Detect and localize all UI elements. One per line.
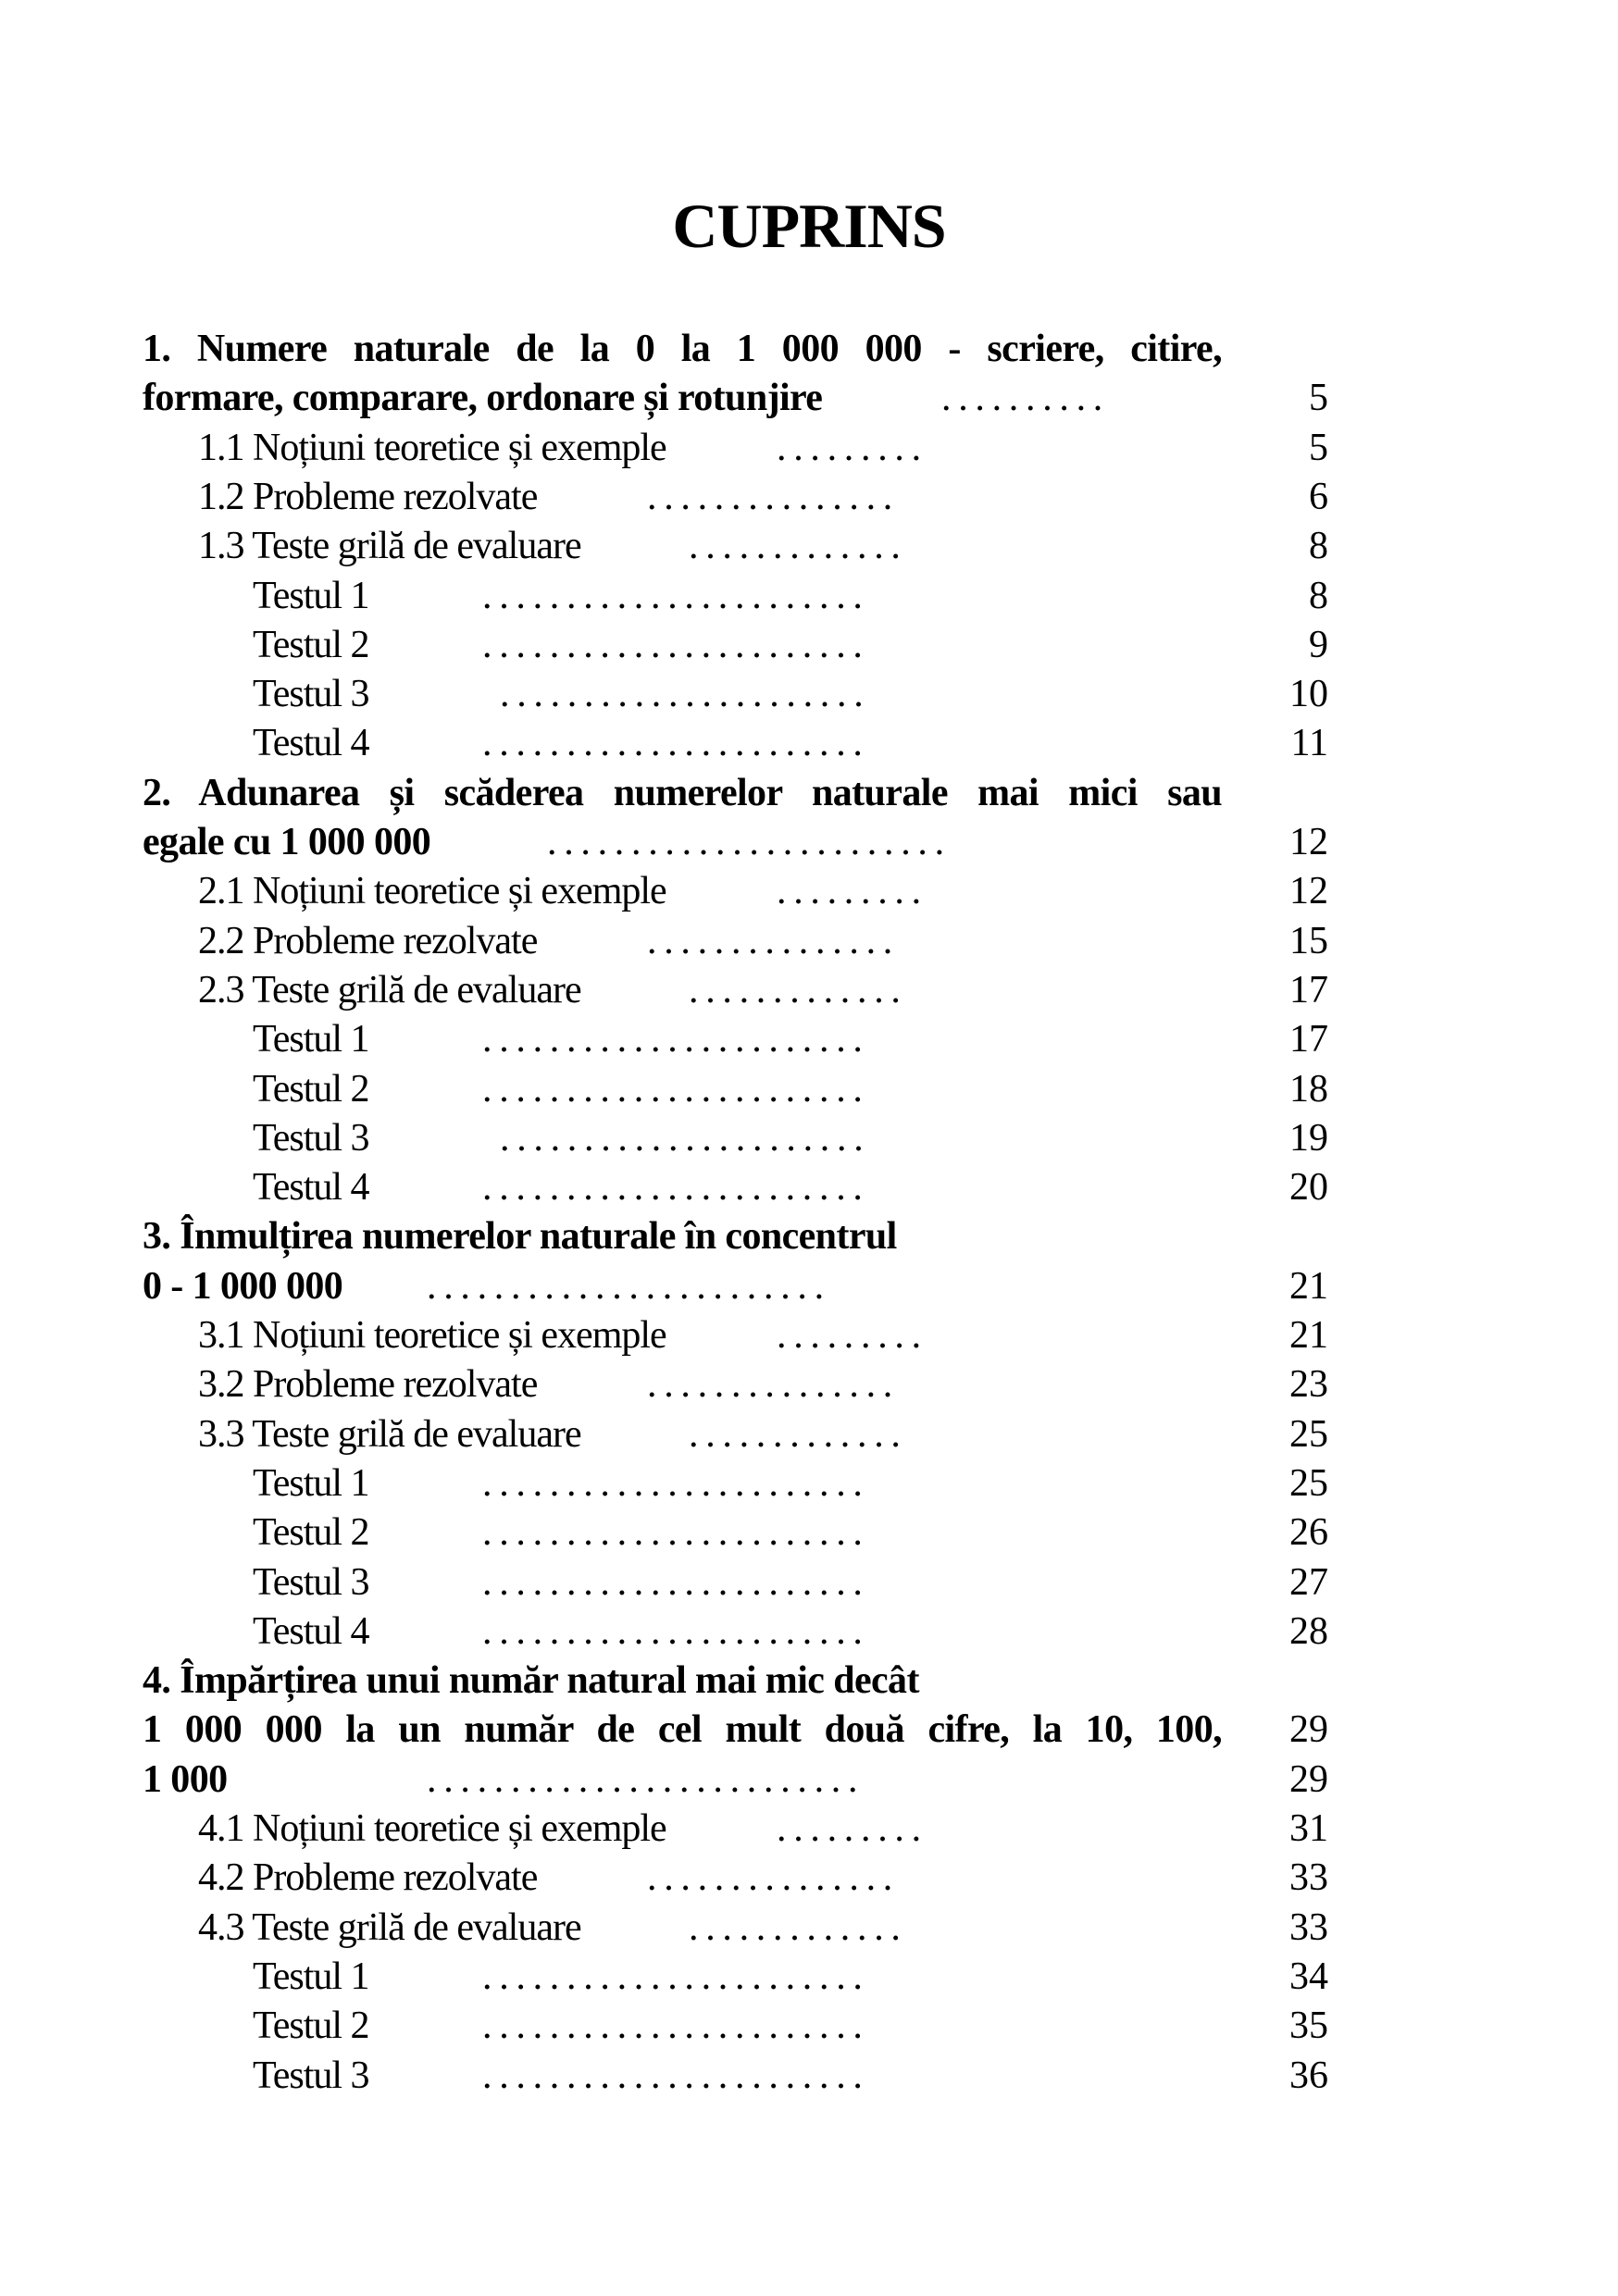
- dot-leader: .......................: [482, 2054, 870, 2097]
- dot-leader: ...............: [647, 1363, 900, 1407]
- dot-leader: .......................: [482, 1018, 870, 1061]
- toc-section-entry: [0, 1904, 1618, 1953]
- dot-leader: ........................: [427, 1264, 831, 1308]
- toc-section-entry: [0, 473, 1618, 522]
- dot-leader: .......................: [482, 722, 870, 765]
- toc-entry-title: Testul 3: [253, 2054, 369, 2097]
- page-number: 21: [1289, 1314, 1328, 1357]
- page-number: 9: [1309, 623, 1328, 666]
- page-number: 26: [1289, 1511, 1328, 1555]
- toc-entry-title: 2. Adunarea și scăderea numerelor naturale mai mici sau: [143, 771, 1222, 814]
- dot-leader: .......................: [482, 1067, 870, 1111]
- toc-entry-title: 1.3 Teste grilă de evaluare: [198, 525, 581, 568]
- toc-entry-title: 3.3 Teste grilă de evaluare: [198, 1412, 581, 1456]
- dot-leader: ...............: [647, 919, 900, 962]
- dot-leader: .......................: [482, 1511, 870, 1555]
- toc-test-entry: [0, 1114, 1618, 1163]
- page-number: 28: [1289, 1609, 1328, 1653]
- toc-test-entry: [0, 1163, 1618, 1212]
- toc-test-entry: [0, 2052, 1618, 2101]
- toc-test-entry: [0, 1459, 1618, 1508]
- toc-section-entry: [0, 917, 1618, 966]
- toc-chapter-line: [0, 1706, 1618, 1755]
- toc-test-entry: [0, 572, 1618, 621]
- toc-entry-title: 0 - 1 000 000: [143, 1264, 343, 1308]
- page-number: 5: [1309, 377, 1328, 420]
- page-number: 25: [1289, 1412, 1328, 1456]
- page-number: 20: [1289, 1166, 1328, 1210]
- toc-chapter-line: [0, 1212, 1618, 1261]
- toc-entry-title: 1.2 Probleme rezolvate: [198, 475, 538, 518]
- page-number: 29: [1289, 1757, 1328, 1801]
- toc-section-entry: [0, 1410, 1618, 1459]
- toc-section-entry: [0, 1360, 1618, 1409]
- toc-entry-title: Testul 3: [253, 673, 369, 716]
- toc-entry-title: Testul 2: [253, 1067, 369, 1111]
- toc-entry-title: Testul 1: [253, 1955, 369, 1998]
- toc-entry-title: Testul 2: [253, 1511, 369, 1555]
- toc-test-entry: [0, 1607, 1618, 1657]
- dot-leader: .........: [777, 1807, 928, 1850]
- toc-entry-title: Testul 2: [253, 2004, 369, 2048]
- toc-test-entry: [0, 1953, 1618, 2002]
- page-number: 33: [1289, 1905, 1328, 1949]
- toc-chapter-line: [0, 818, 1618, 867]
- dot-leader: ...............: [647, 475, 900, 518]
- dot-leader: ......................: [500, 1116, 871, 1160]
- page-number: 6: [1309, 475, 1328, 518]
- toc-section-entry: [0, 1311, 1618, 1360]
- dot-leader: .......................: [482, 1461, 870, 1505]
- page-number: 36: [1289, 2054, 1328, 2097]
- dot-leader: ...............: [647, 1856, 900, 1900]
- toc-section-entry: [0, 867, 1618, 916]
- toc-chapter-line: [0, 325, 1618, 374]
- page-number: 17: [1289, 968, 1328, 1011]
- toc-section-entry: [0, 424, 1618, 473]
- dot-leader: .............: [689, 968, 908, 1011]
- dot-leader: .......................: [482, 623, 870, 666]
- toc-entry-title: 1.1 Noțiuni teoretice și exemple: [198, 426, 666, 469]
- toc-test-entry: [0, 1015, 1618, 1064]
- page-number: 18: [1289, 1067, 1328, 1111]
- page-number: 35: [1289, 2004, 1328, 2048]
- dot-leader: .............: [689, 525, 908, 568]
- toc-entry-title: 3. Înmulțirea numerelor naturale în concentrul: [143, 1215, 897, 1259]
- dot-leader: ..........: [941, 377, 1110, 420]
- page-title: CUPRINS: [672, 191, 946, 261]
- page-number: 11: [1290, 722, 1328, 765]
- dot-leader: .......................: [482, 1560, 870, 1604]
- dot-leader: .......................: [482, 574, 870, 617]
- dot-leader: .............: [689, 1905, 908, 1949]
- page-number: 27: [1289, 1560, 1328, 1604]
- toc-entry-title: Testul 4: [253, 1609, 369, 1653]
- toc-entry-title: Testul 4: [253, 1166, 369, 1210]
- toc-entry-title: 2.3 Teste grilă de evaluare: [198, 968, 581, 1011]
- page-number: 5: [1309, 426, 1328, 469]
- toc-test-entry: [0, 719, 1618, 768]
- toc-entry-title: Testul 3: [253, 1116, 369, 1160]
- toc-test-entry: [0, 670, 1618, 719]
- page-number: 8: [1309, 574, 1328, 617]
- page-number: 33: [1289, 1856, 1328, 1900]
- toc-test-entry: [0, 1558, 1618, 1607]
- toc-entry-title: 4.2 Probleme rezolvate: [198, 1856, 538, 1900]
- page-number: 15: [1289, 919, 1328, 962]
- toc-section-entry: [0, 1805, 1618, 1854]
- toc-test-entry: [0, 621, 1618, 670]
- toc-entry-title: 1 000: [143, 1757, 228, 1801]
- dot-leader: .......................: [482, 1166, 870, 1210]
- toc-entry-title: 2.2 Probleme rezolvate: [198, 919, 538, 962]
- toc-entry-title: 3.2 Probleme rezolvate: [198, 1363, 538, 1407]
- toc-chapter-line: [0, 769, 1618, 818]
- toc-section-entry: [0, 1854, 1618, 1903]
- page-number: 25: [1289, 1461, 1328, 1505]
- toc-entry-title: Testul 2: [253, 623, 369, 666]
- toc-entry-title: 4. Împărțirea unui număr natural mai mic decât: [143, 1659, 919, 1703]
- page-number: 12: [1289, 821, 1328, 863]
- toc-entry-title: 4.3 Teste grilă de evaluare: [198, 1905, 581, 1949]
- toc-entry-title: 1. Numere naturale de la 0 la 1 000 000 - scriere, citire,: [143, 328, 1222, 370]
- page-number: 12: [1289, 870, 1328, 913]
- page-number: 8: [1309, 525, 1328, 568]
- toc-entry-title: egale cu 1 000 000: [143, 821, 431, 863]
- toc-section-entry: [0, 966, 1618, 1015]
- dot-leader: .......................: [482, 2004, 870, 2048]
- toc-chapter-line: [0, 1262, 1618, 1311]
- page-number: 23: [1289, 1363, 1328, 1407]
- dot-leader: .............: [689, 1412, 908, 1456]
- dot-leader: .........: [777, 870, 928, 913]
- page-number: 19: [1289, 1116, 1328, 1160]
- toc-chapter-line: [0, 1756, 1618, 1805]
- toc-section-entry: [0, 522, 1618, 571]
- toc-entry-title: 3.1 Noțiuni teoretice și exemple: [198, 1314, 666, 1357]
- page-number: 31: [1289, 1807, 1328, 1850]
- dot-leader: ........................: [547, 821, 952, 863]
- toc-entry-title: Testul 3: [253, 1560, 369, 1604]
- page-number: 34: [1289, 1955, 1328, 1998]
- dot-leader: .......................: [482, 1955, 870, 1998]
- toc-entry-title: Testul 1: [253, 574, 369, 617]
- toc-chapter-line: [0, 374, 1618, 423]
- dot-leader: .......................: [482, 1609, 870, 1653]
- toc-entry-title: Testul 1: [253, 1461, 369, 1505]
- toc-entry-title: 4.1 Noțiuni teoretice și exemple: [198, 1807, 666, 1850]
- dot-leader: .........: [777, 1314, 928, 1357]
- page-number: 10: [1289, 673, 1328, 716]
- toc-test-entry: [0, 1508, 1618, 1558]
- toc-test-entry: [0, 1065, 1618, 1114]
- dot-leader: .........: [777, 426, 928, 469]
- dot-leader: ..........................: [427, 1757, 865, 1801]
- toc-entry-title: 2.1 Noțiuni teoretice și exemple: [198, 870, 666, 913]
- toc-entry-title: Testul 4: [253, 722, 369, 765]
- toc-entry-title: formare, comparare, ordonare și rotunjire: [143, 377, 823, 420]
- toc-test-entry: [0, 2002, 1618, 2051]
- page-number: 21: [1289, 1264, 1328, 1308]
- toc-chapter-line: [0, 1657, 1618, 1706]
- toc-entry-title: 1 000 000 la un număr de cel mult două cifre, la 10, 100,: [143, 1708, 1222, 1752]
- dot-leader: ......................: [500, 673, 871, 716]
- toc-entry-title: Testul 1: [253, 1018, 369, 1061]
- page-number: 17: [1289, 1018, 1328, 1061]
- page-number: 29: [1289, 1708, 1328, 1752]
